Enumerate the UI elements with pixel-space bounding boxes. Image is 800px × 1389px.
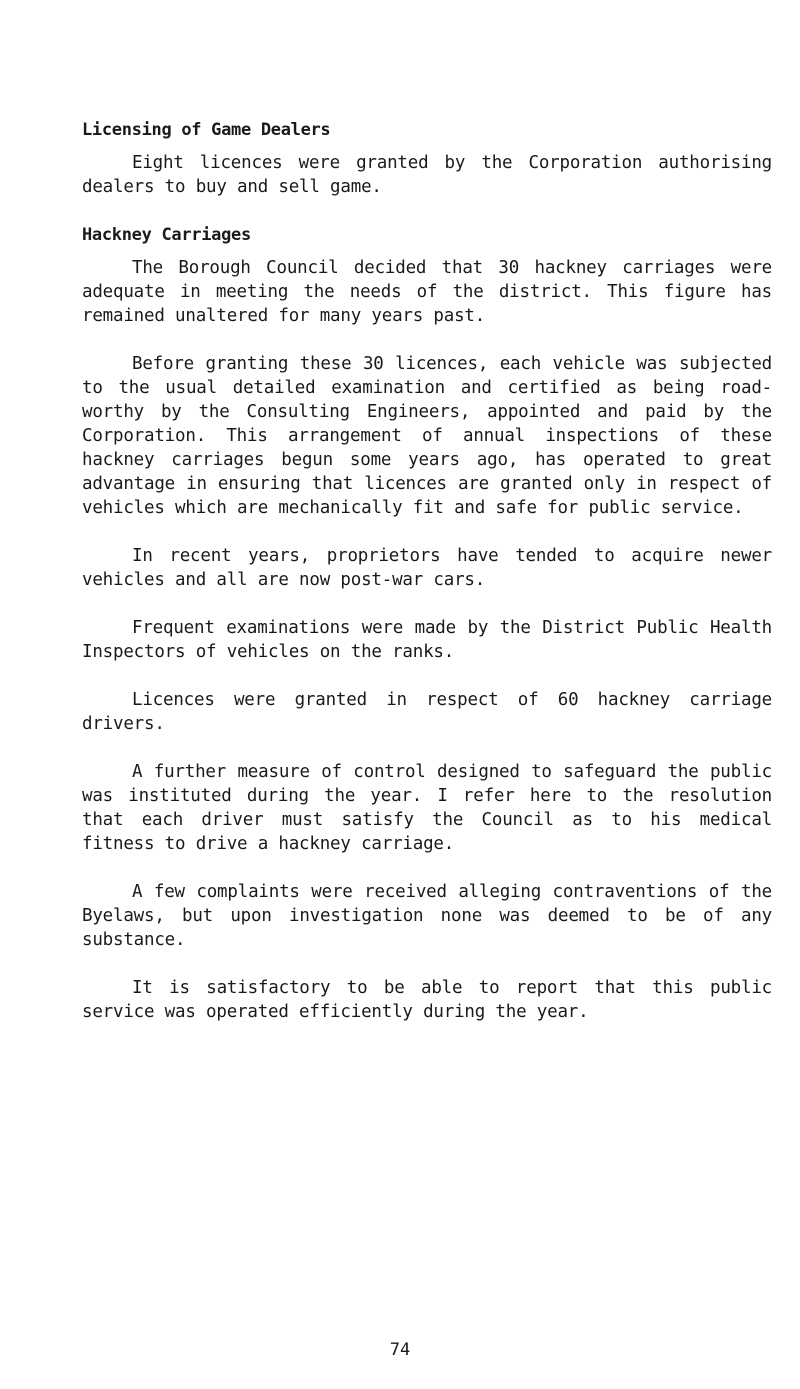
paragraph: Frequent examinations were made by the District Public Health Inspectors of vehicles on the ranks.: [82, 618, 772, 662]
paragraph: Before granting these 30 licences, each vehicle was subjected to the usual detailed examination and certified as being road-worthy by the Consulting Engineers, appointed and paid by the Corporation. This arrangement of annual inspections of these hackney carriages begun some years ago, has operated to great advantage in ensuring that licences are granted only in respect of vehicles which are mechanically fit and safe for public service.: [82, 354, 772, 518]
paragraph: Licences were granted in respect of 60 hackney carriage drivers.: [82, 690, 772, 734]
document-body: [82, 118, 772, 1024]
paragraph: A few complaints were received alleging contraventions of the Byelaws, but upon investigation none was deemed to be of any substance.: [82, 882, 772, 950]
paragraph: Eight licences were granted by the Corporation authorising dealers to buy and sell game.: [82, 153, 772, 197]
paragraph: It is satisfactory to be able to report that this public service was operated efficiently during the year.: [82, 978, 772, 1022]
paragraph: A further measure of control designed to safeguard the public was instituted during the year. I refer here to the resolution that each driver must satisfy the Council as to his medical fitness to drive a hackney carriage.: [82, 762, 772, 854]
paragraph: The Borough Council decided that 30 hackney carriages were adequate in meeting the needs of the district. This figure has remained unaltered for many years past.: [82, 258, 772, 326]
page-number: 74: [389, 1340, 411, 1360]
section-heading-hackney-carriages: Hackney Carriages: [82, 225, 251, 245]
section-heading-game-dealers: Licensing of Game Dealers: [82, 120, 331, 140]
paragraph: In recent years, proprietors have tended to acquire newer vehicles and all are now post-war cars.: [82, 546, 772, 590]
